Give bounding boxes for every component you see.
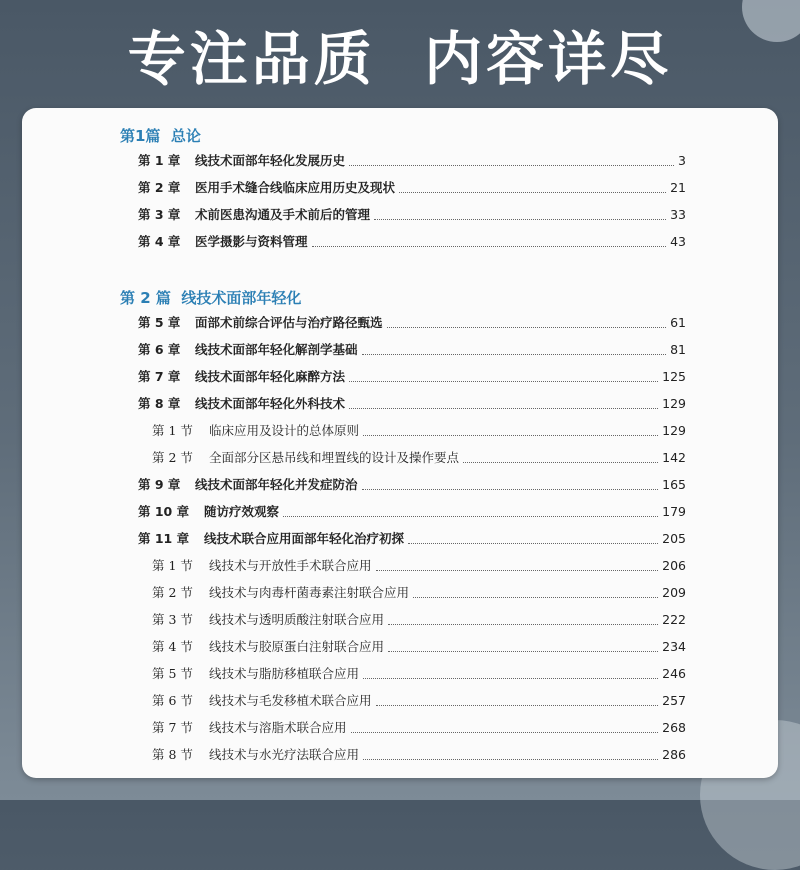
chapter-number: 第 10 章: [138, 504, 190, 519]
chapter-title: 线技术联合应用面部年轻化治疗初探: [204, 531, 405, 546]
toc-chapter-row: [138, 364, 686, 390]
table-of-contents: [22, 108, 778, 778]
section-title: 线技术与溶脂术联合应用: [209, 720, 347, 735]
section-title: 线技术与水光疗法联合应用: [209, 747, 360, 762]
page-number: 234: [662, 639, 686, 654]
dot-leader: [349, 164, 674, 166]
chapter-title: 线技术面部年轻化麻醉方法: [195, 369, 346, 384]
section-number: 第 3 节: [152, 612, 193, 627]
chapter-title: 线技术面部年轻化解剖学基础: [195, 342, 358, 357]
chapter-title: 线技术面部年轻化发展历史: [195, 153, 346, 168]
toc-chapter-row: [138, 175, 686, 201]
banner-header: [0, 0, 800, 108]
page-number: 179: [662, 504, 686, 519]
page-number: 286: [662, 747, 686, 762]
dot-leader: [363, 677, 658, 679]
section-title: 线技术与毛发移植术联合应用: [209, 693, 372, 708]
table-of-contents-card: [22, 108, 778, 778]
toc-chapter-row: [138, 391, 686, 417]
page-number: 209: [662, 585, 686, 600]
dot-leader: [362, 488, 659, 490]
page-number: 81: [670, 342, 686, 357]
page-number: 33: [670, 207, 686, 222]
toc-chapter-row: [138, 310, 686, 336]
chapter-title: 线技术面部年轻化外科技术: [195, 396, 346, 411]
toc-section-row: [152, 553, 686, 579]
section-title: 线技术与开放性手术联合应用: [209, 558, 372, 573]
page-number: 3: [678, 153, 686, 168]
section-number: 第 8 节: [152, 747, 193, 762]
toc-section-row: [152, 661, 686, 687]
toc-section-row: [152, 688, 686, 714]
section-title: 临床应用及设计的总体原则: [209, 423, 360, 438]
chapter-number: 第 6 章: [138, 342, 181, 357]
section-number: 第 2 节: [152, 450, 193, 465]
page-number: 129: [662, 423, 686, 438]
chapter-number: 第 3 章: [138, 207, 181, 222]
toc-section-row: [152, 445, 686, 471]
section-number: 第 5 节: [152, 666, 193, 681]
chapter-number: 第 9 章: [138, 477, 181, 492]
toc-chapter-row: [138, 148, 686, 174]
toc-chapter-row: [138, 229, 686, 255]
page-number: 43: [670, 234, 686, 249]
section-title: 线技术与透明质酸注射联合应用: [209, 612, 385, 627]
dot-leader: [388, 650, 658, 652]
toc-chapter-row: [138, 472, 686, 498]
dot-leader: [463, 461, 658, 463]
toc-section-row: [152, 742, 686, 768]
section-number: 第 2 节: [152, 585, 193, 600]
page-number: 129: [662, 396, 686, 411]
section-number: 第 6 节: [152, 693, 193, 708]
chapter-title: 面部术前综合评估与治疗路径甄选: [195, 315, 383, 330]
dot-leader: [413, 596, 658, 598]
page-number: 61: [670, 315, 686, 330]
dot-leader: [363, 758, 658, 760]
dot-leader: [283, 515, 658, 517]
toc-chapter-row: [138, 526, 686, 552]
dot-leader: [349, 407, 658, 409]
page-number: 205: [662, 531, 686, 546]
section-title: 线技术与脂肪移植联合应用: [209, 666, 360, 681]
toc-chapter-row: [138, 337, 686, 363]
chapter-number: 第 4 章: [138, 234, 181, 249]
dot-leader: [376, 569, 659, 571]
dot-leader: [362, 353, 667, 355]
section-title: 线技术与肉毒杆菌毒素注射联合应用: [209, 585, 410, 600]
dot-leader: [399, 191, 666, 193]
section-number: 第 1 节: [152, 423, 193, 438]
chapter-number: 第 5 章: [138, 315, 181, 330]
page-number: 125: [662, 369, 686, 384]
page-number: 21: [670, 180, 686, 195]
section-number: 第 4 节: [152, 639, 193, 654]
dot-leader: [376, 704, 659, 706]
page-number: 165: [662, 477, 686, 492]
section-title: 全面部分区悬吊线和埋置线的设计及操作要点: [209, 450, 460, 465]
toc-section-row: [152, 580, 686, 606]
dot-leader: [388, 623, 658, 625]
chapter-number: 第 7 章: [138, 369, 181, 384]
page-number: 268: [662, 720, 686, 735]
toc-section-row: [152, 634, 686, 660]
chapter-title: 线技术面部年轻化并发症防治: [195, 477, 358, 492]
dot-leader: [363, 434, 658, 436]
dot-leader: [387, 326, 667, 328]
chapter-number: 第 11 章: [138, 531, 190, 546]
toc-section-row: [152, 607, 686, 633]
chapter-title: 医用手术缝合线临床应用历史及现状: [195, 180, 396, 195]
chapter-number: 第 8 章: [138, 396, 181, 411]
page-number: 246: [662, 666, 686, 681]
section-title: 线技术与胶原蛋白注射联合应用: [209, 639, 385, 654]
page-number: 222: [662, 612, 686, 627]
dot-leader: [408, 542, 658, 544]
toc-section-row: [152, 418, 686, 444]
chapter-title: 术前医患沟通及手术前后的管理: [195, 207, 371, 222]
page-number: 142: [662, 450, 686, 465]
dot-leader: [374, 218, 666, 220]
chapter-number: 第 1 章: [138, 153, 181, 168]
toc-chapter-row: [138, 202, 686, 228]
dot-leader: [312, 245, 667, 247]
page-number: 206: [662, 558, 686, 573]
section-number: 第 7 节: [152, 720, 193, 735]
toc-section-row: [152, 715, 686, 741]
page-number: 257: [662, 693, 686, 708]
toc-chapter-row: [138, 499, 686, 525]
part-title: 第1篇 总论: [120, 127, 201, 145]
chapter-title: 医学摄影与资料管理: [195, 234, 308, 249]
chapter-title: 随访疗效观察: [204, 504, 280, 519]
banner-title: 专注品质 内容详尽: [127, 25, 673, 93]
dot-leader: [351, 731, 659, 733]
dot-leader: [349, 380, 658, 382]
chapter-number: 第 2 章: [138, 180, 181, 195]
section-number: 第 1 节: [152, 558, 193, 573]
part-title: 第 2 篇 线技术面部年轻化: [120, 289, 302, 307]
